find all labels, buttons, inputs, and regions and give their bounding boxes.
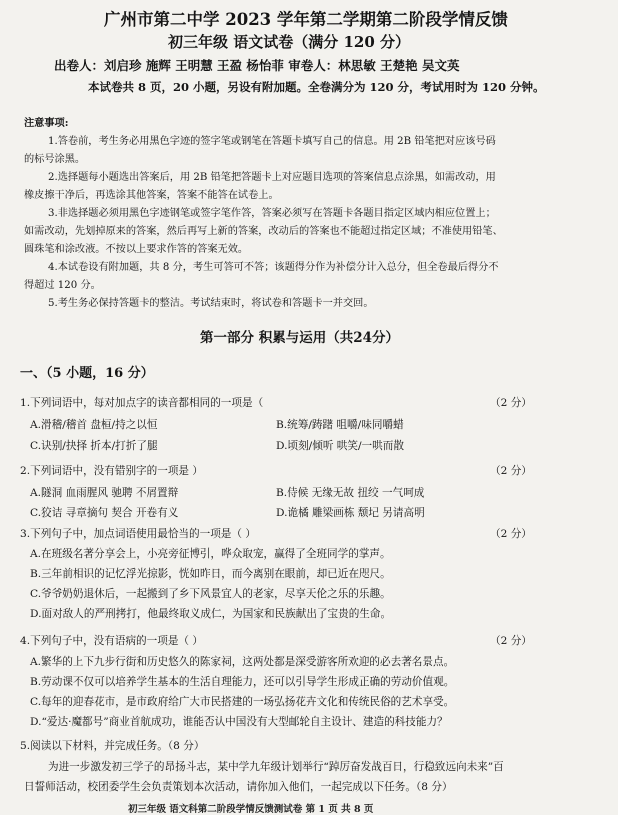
question-3-stem: 3.下列句子中，加点词语使用最恰当的一项是（ ） bbox=[20, 528, 256, 540]
question-1-stem: 1.下列词语中，每对加点字的读音都相同的一项是（ bbox=[20, 397, 264, 409]
question-2-stem: 2.下列词语中，没有错别字的一项是 ） bbox=[20, 465, 203, 477]
question-1-option-d: D.顷刻/倾听 哄笑/一哄而散 bbox=[276, 440, 404, 452]
question-4-option-d: D.“爱达·魔都号”商业首航成功，谁能否认中国没有大型邮轮自主设计、建造的科技能力？ bbox=[30, 716, 448, 728]
notice-line: 如需改动，先划掉原来的答案，然后再写上新的答案，改动后的答案也不能超过指定区域；不准使用铅笔、 bbox=[24, 226, 503, 237]
notice-line: 1.答卷前，考生务必用黑色字迹的签字笔或钢笔在答题卡填写自己的信息。用 2B 铅笔把对应该号码 bbox=[48, 136, 496, 147]
question-4-option-a: A.繁华的上下九步行街和历史悠久的陈家祠，这两处都是深受游客所欢迎的必去著名景点。 bbox=[30, 656, 455, 668]
notice-line: 得超过 120 分。 bbox=[24, 280, 101, 291]
question-3-points: （2 分） bbox=[490, 528, 532, 540]
question-2-option-a: A.隧洞 血雨腥风 驰聘 不屑置辩 bbox=[30, 487, 179, 499]
question-1-option-b: B.统筹/踌躇 咀嚼/味同嚼蜡 bbox=[276, 419, 404, 431]
section1-title: 一、（5 小题，16 分） bbox=[20, 366, 154, 381]
question-5-material: 日誓师活动，校团委学生会负责策划本次活动，请你加入他们，一起完成以下任务。（8 分） bbox=[24, 781, 453, 793]
part1-title: 第一部分 积累与运用（共24分） bbox=[200, 330, 399, 346]
notice-line: 的标号涂黑。 bbox=[24, 154, 86, 165]
question-1-option-a: A.滑稽/稽首 盘桓/持之以恒 bbox=[30, 419, 158, 431]
exam-subtitle: 初三年级 语文试卷（满分 120 分） bbox=[168, 33, 410, 51]
question-3-option-a: A.在班级名著分享会上，小亮旁征博引，哗众取宠，赢得了全班同学的掌声。 bbox=[30, 548, 391, 560]
question-4-points: （2 分） bbox=[490, 635, 532, 647]
page-footer: 初三年级 语文科第二阶段学情反馈测试卷 第 1 页 共 8 页 bbox=[128, 804, 374, 815]
notice-line: 4.本试卷设有附加题，共 8 分，考生可答可不答；该题得分作为补偿分计入总分，但全卷最后得分不 bbox=[48, 262, 499, 273]
question-1-option-c: C.诀别/抉择 折本/打折了腿 bbox=[30, 440, 158, 452]
exam-note: 本试卷共 8 页，20 小题，另设有附加题。全卷满分为 120 分，考试用时为 120 分钟。 bbox=[88, 80, 545, 94]
question-3-option-d: D.面对敌人的严刑拷打，他最终取义成仁，为国家和民族献出了宝贵的生命。 bbox=[30, 608, 392, 620]
question-2-option-d: D.诡橘 雕梁画栋 颓圮 另请高明 bbox=[276, 507, 425, 519]
notice-line: 3.非选择题必须用黑色字迹钢笔或签字笔作答，答案必须写在答题卡各题目指定区域内相应位置上； bbox=[48, 208, 496, 219]
question-3-option-b: B.三年前相识的记忆浮光掠影，恍如昨日，而今离别在眼前，却已近在咫尺。 bbox=[30, 568, 391, 580]
notice-line: 2.选择题每小题选出答案后，用 2B 铅笔把答题卡上对应题目选项的答案信息点涂黑，如需改动，用 bbox=[48, 172, 496, 183]
question-3-option-c: C.爷爷奶奶退休后，一起搬到了乡下风景宜人的老家，尽享天伦之乐的乐趣。 bbox=[30, 588, 391, 600]
notice-line: 圆珠笔和涂改液。不按以上要求作答的答案无效。 bbox=[24, 244, 249, 255]
question-4-option-b: B.劳动课不仅可以培养学生基本的生活自理能力，还可以引导学生形成正确的劳动价值观。 bbox=[30, 676, 455, 688]
notice-heading: 注意事项: bbox=[24, 117, 69, 129]
question-2-option-c: C.狡诘 寻章摘句 契合 开卷有义 bbox=[30, 507, 179, 519]
question-1-points: （2 分） bbox=[490, 397, 532, 409]
question-2-option-b: B.侍候 无缘无故 扭绞 一气呵成 bbox=[276, 487, 425, 499]
exam-title: 广州市第二中学 2023 学年第二学期第二阶段学情反馈 bbox=[104, 10, 508, 29]
question-4-stem: 4.下列句子中，没有语病的一项是（ ） bbox=[20, 635, 203, 647]
authors-line: 出卷人：刘启珍 施辉 王明慧 王盈 杨怡菲 审卷人：林思敏 王楚艳 吴文英 bbox=[54, 58, 460, 73]
question-5-stem: 5.阅读以下材料，并完成任务。（8 分） bbox=[20, 740, 205, 752]
question-5-material: 为进一步激发初三学子的昂扬斗志，某中学九年级计划举行“踔厉奋发战百日，行稳致远向未来”百 bbox=[48, 761, 504, 773]
notice-line: 5.考生务必保持答题卡的整洁。考试结束时，将试卷和答题卡一并交回。 bbox=[48, 298, 374, 309]
question-2-points: （2 分） bbox=[490, 465, 532, 477]
notice-line: 橡皮擦干净后，再选涂其他答案，答案不能答在试卷上。 bbox=[24, 190, 279, 201]
question-4-option-c: C.每年的迎春花市，是市政府给广大市民搭建的一场弘扬花卉文化和传统民俗的艺术享受。 bbox=[30, 696, 455, 708]
